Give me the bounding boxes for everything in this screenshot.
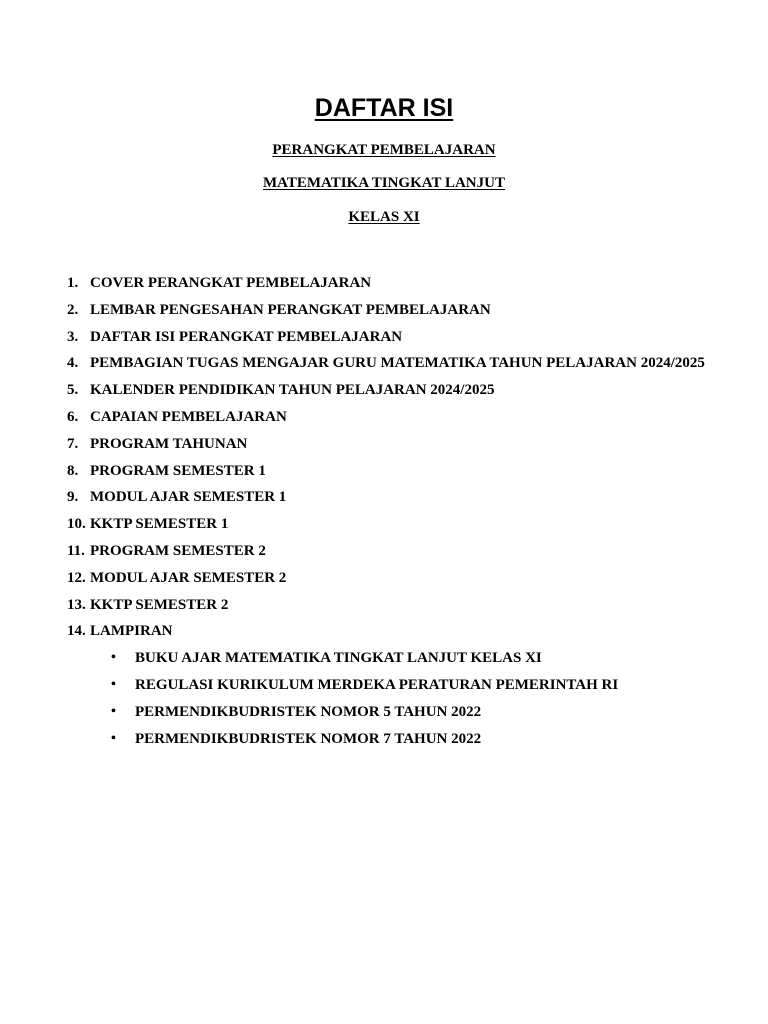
toc-item-number: 13. — [67, 596, 86, 613]
toc-item — [67, 487, 757, 514]
toc-item-text: MODUL AJAR SEMESTER 1 — [90, 489, 287, 506]
toc-item-text: COVER PERANGKAT PEMBELAJARAN — [90, 275, 372, 291]
toc-item-number: 10. — [67, 516, 86, 533]
toc-item — [67, 621, 757, 648]
toc-item-number: 3. — [67, 328, 79, 345]
toc-item-text: PROGRAM TAHUNAN — [90, 435, 248, 452]
toc-item-number: 12. — [67, 569, 86, 586]
toc-item-number: 7. — [67, 435, 79, 452]
toc-item — [67, 407, 757, 434]
toc-item — [67, 514, 757, 541]
attachment-text: BUKU AJAR MATEMATIKA TINGKAT LANJUT KELAS XI — [135, 650, 542, 667]
attachment-item — [67, 729, 757, 756]
toc-item — [67, 300, 757, 327]
attachment-item — [67, 702, 757, 729]
attachment-text: REGULASI KURIKULUM MERDEKA PERATURAN PEMERINTAH RI — [135, 676, 619, 693]
document-title: DAFTAR ISI — [314, 94, 454, 122]
bullet-icon: • — [111, 650, 116, 666]
toc-item-number: 5. — [67, 382, 79, 399]
toc-item — [67, 273, 757, 300]
toc-item-number: 14. — [67, 623, 86, 640]
toc-item-number: 2. — [67, 301, 79, 318]
toc-item-text: DAFTAR ISI PERANGKAT PEMBELAJARAN — [90, 328, 403, 345]
toc-item-text: LEMBAR PENGESAHAN PERANGKAT PEMBELAJARAN — [90, 301, 491, 318]
attachment-item — [67, 648, 757, 675]
toc-item-text: KKTP SEMESTER 1 — [90, 516, 229, 533]
toc-item-number: 11. — [67, 542, 85, 559]
toc-item — [67, 461, 757, 488]
toc-item — [67, 327, 757, 354]
attachment-item — [67, 675, 757, 702]
toc-item-number: 9. — [67, 489, 79, 506]
toc-item — [67, 595, 757, 622]
toc-item-text: CAPAIAN PEMBELAJARAN — [90, 408, 287, 425]
subtitle-class: KELAS XI — [348, 209, 420, 225]
toc-item-text: KALENDER PENDIDIKAN TAHUN PELAJARAN 2024/2025 — [90, 382, 495, 399]
toc-item — [67, 541, 757, 568]
toc-item-text: LAMPIRAN — [90, 623, 173, 640]
toc-item-number: 8. — [67, 462, 79, 479]
toc-item-text: MODUL AJAR SEMESTER 2 — [90, 569, 287, 586]
toc-item — [67, 434, 757, 461]
toc-item — [67, 353, 757, 380]
attachment-list — [67, 648, 757, 755]
subtitle-perangkat: PERANGKAT PEMBELAJARAN — [272, 142, 496, 158]
toc-item — [67, 380, 757, 407]
toc-item-text: KKTP SEMESTER 2 — [90, 596, 229, 613]
attachment-text: PERMENDIKBUDRISTEK NOMOR 7 TAHUN 2022 — [135, 730, 482, 747]
toc-item-text: PROGRAM SEMESTER 1 — [90, 462, 266, 479]
toc-item-text: PEMBAGIAN TUGAS MENGAJAR GURU MATEMATIKA TAHUN PELAJARAN 2024/2025 — [90, 355, 705, 372]
toc-item-number: 6. — [67, 408, 79, 425]
bullet-icon: • — [111, 676, 116, 692]
toc-item-number: 4. — [67, 355, 79, 372]
table-of-contents — [67, 273, 757, 755]
bullet-icon: • — [111, 703, 116, 719]
subtitle-subject: MATEMATIKA TINGKAT LANJUT — [263, 175, 505, 191]
toc-item-text: PROGRAM SEMESTER 2 — [90, 542, 266, 559]
toc-item-number: 1. — [67, 275, 79, 291]
toc-item — [67, 568, 757, 595]
attachment-text: PERMENDIKBUDRISTEK NOMOR 5 TAHUN 2022 — [135, 703, 482, 720]
bullet-icon: • — [111, 730, 116, 746]
